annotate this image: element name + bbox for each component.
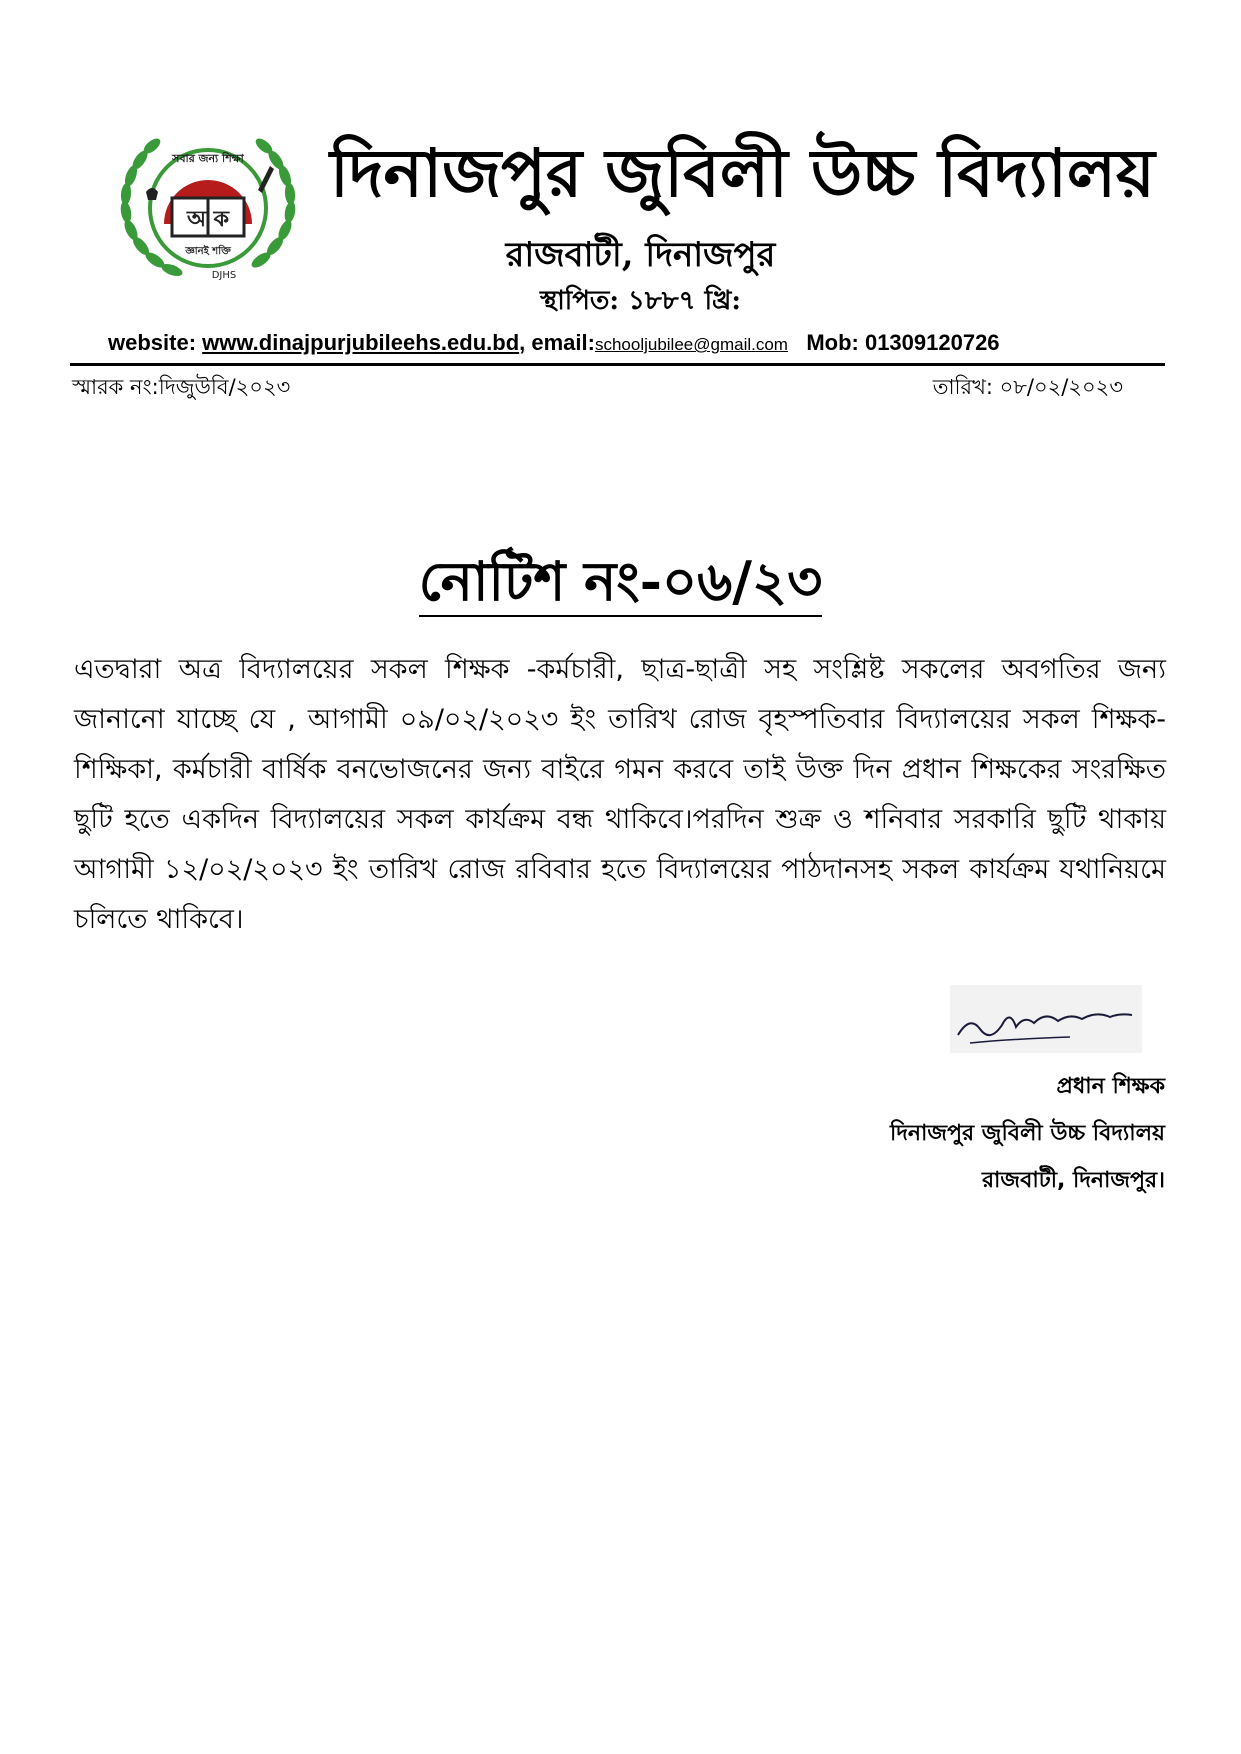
logo-letters: অ ক [186, 207, 230, 232]
school-address: রাজবাটী, দিনাজপুর [505, 235, 776, 275]
established-year: স্থাপিত: ১৮৮৭ খ্রি: [540, 286, 741, 316]
email-label: , email: [519, 330, 595, 355]
school-name: দিনাজপুর জুবিলী উচ্চ বিদ্যালয় [330, 134, 1155, 212]
signatory-address: রাজবাটী, দিনাজপুর। [981, 1168, 1165, 1193]
headmaster-signature [950, 985, 1142, 1053]
signatory-block [890, 1063, 1165, 1204]
notice-date: তারিখ: ০৮/০২/২০২৩ [932, 375, 1123, 399]
header-divider [70, 363, 1165, 366]
email-link[interactable]: schooljubilee@gmail.com [594, 335, 788, 354]
logo-bottom-text: জ্ঞানই শক্তি [185, 246, 231, 257]
website-link[interactable]: www.dinajpurjubileehs.edu.bd [202, 330, 520, 355]
logo-abbr: DJHS [211, 270, 237, 281]
logo-top-text: সবার জন্য শিক্ষা [172, 152, 244, 165]
signatory-title: প্রধান শিক্ষক [1056, 1074, 1165, 1099]
mobile-number: Mob: 01309120726 [806, 330, 1000, 355]
notice-title-block [0, 540, 1241, 630]
website-label: website: [108, 330, 197, 355]
notice-body: এতদ্বারা অত্র বিদ্যালয়ের সকল শিক্ষক -কর্মচারী, ছাত্র-ছাত্রী সহ সংশ্লিষ্ট সকলের অবগতির জন্য জানানো যাচ্ছে যে , আগামী ০৯/০২/২০২৩ ইং তারিখ রোজ বৃহস্পতিবার বিদ্যালয়ের সকল শিক্ষক-শিক্ষিকা, কর্মচারী বার্ষিক বনভোজনের জন্য বাইরে গমন করবে তাই উক্ত দিন প্রধান শিক্ষকের সংরক্ষিত ছুটি হতে একদিন বিদ্যালয়ের সকল কার্যক্রম বন্ধ থাকিবে।পরদিন শুক্র ও শনিবার সরকারি ছুটি থাকায় আগামী ১২/০২/২০২৩ ইং তারিখ রোজ রবিবার হতে বিদ্যালয়ের পাঠদানসহ সকল কার্যক্রম যথানিয়মে চলিতে থাকিবে। [74, 654, 1166, 935]
memo-number: স্মারক নং:দিজুউবি/২০২৩ [72, 375, 291, 399]
signatory-school: দিনাজপুর জুবিলী উচ্চ বিদ্যালয় [890, 1121, 1165, 1146]
notice-title: নোটিশ নং-০৬/২৩ [419, 549, 822, 617]
contact-line [108, 330, 1000, 356]
